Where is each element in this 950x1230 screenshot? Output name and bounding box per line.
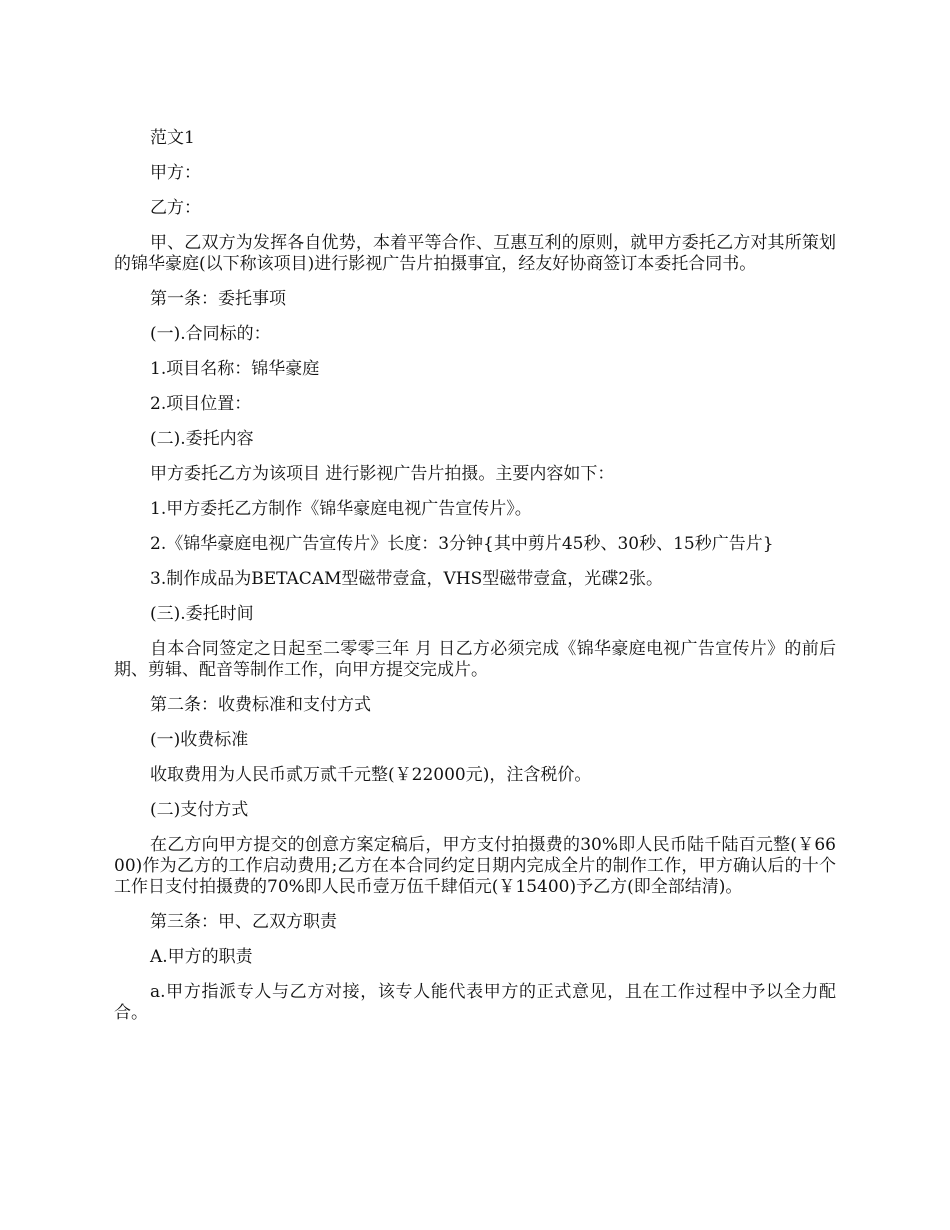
intro-paragraph: 甲、乙双方为发挥各自优势，本着平等合作、互惠互利的原则，就甲方委托乙方对其所策划的锦华豪庭(以下称该项目)进行影视广告片拍摄事宜，经友好协商签订本委托合同书。 bbox=[114, 233, 836, 274]
section-1-1-heading: (一).合同标的： bbox=[150, 324, 271, 344]
section-2-2-heading: (二)支付方式 bbox=[150, 800, 249, 820]
project-location-line: 2.项目位置： bbox=[150, 394, 252, 414]
doc-heading-sample: 范文1 bbox=[150, 128, 195, 148]
project-name-line: 1.项目名称：锦华豪庭 bbox=[150, 359, 320, 379]
commission-item-1: 1.甲方委托乙方制作《锦华豪庭电视广告宣传片》。 bbox=[150, 499, 532, 519]
article-2-heading: 第二条：收费标准和支付方式 bbox=[150, 695, 371, 715]
commission-item-3: 3.制作成品为BETACAM型磁带壹盒，VHS型磁带壹盒，光碟2张。 bbox=[150, 569, 664, 589]
section-1-3-heading: (三).委托时间 bbox=[150, 604, 254, 624]
party-a-duty-a: a.甲方指派专人与乙方对接，该专人能代表甲方的正式意见，且在工作过程中予以全力配合。 bbox=[114, 982, 836, 1023]
article-1-heading: 第一条：委托事项 bbox=[150, 289, 286, 309]
party-b-line: 乙方： bbox=[150, 198, 201, 218]
article-3-heading: 第三条：甲、乙双方职责 bbox=[150, 912, 337, 932]
party-a-duties-heading: A.甲方的职责 bbox=[150, 947, 253, 967]
commission-item-2: 2.《锦华豪庭电视广告宣传片》长度：3分钟{其中剪片45秒、30秒、15秒广告片} bbox=[150, 534, 774, 554]
commission-content-intro: 甲方委托乙方为该项目 进行影视广告片拍摄。主要内容如下： bbox=[150, 464, 615, 484]
party-a-line: 甲方： bbox=[150, 163, 201, 183]
document-body bbox=[114, 128, 836, 1038]
commission-time-paragraph: 自本合同签定之日起至二零零三年 月 日乙方必须完成《锦华豪庭电视广告宣传片》的前后期、剪辑、配音等制作工作，向甲方提交完成片。 bbox=[114, 639, 836, 680]
section-2-1-heading: (一)收费标准 bbox=[150, 730, 249, 750]
section-1-2-heading: (二).委托内容 bbox=[150, 429, 254, 449]
fee-paragraph: 收取费用为人民币贰万贰千元整(￥22000元)，注含税价。 bbox=[150, 765, 592, 785]
payment-paragraph: 在乙方向甲方提交的创意方案定稿后，甲方支付拍摄费的30%即人民币陆千陆百元整(￥6600)作为乙方的工作启动费用;乙方在本合同约定日期内完成全片的制作工作，甲方确认后的十个工作日支付拍摄费的70%即人民币壹万伍千肆佰元(￥15400)予乙方(即全部结清)。 bbox=[114, 835, 836, 897]
